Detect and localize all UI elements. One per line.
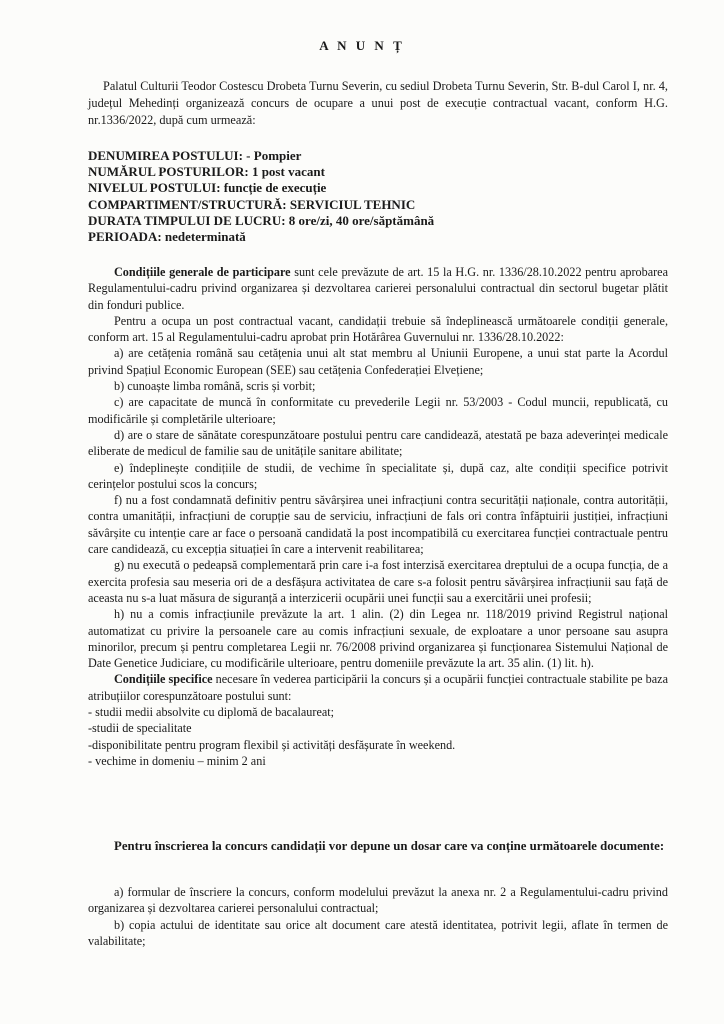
post-department: COMPARTIMENT/STRUCTURĂ: SERVICIUL TEHNIC: [88, 196, 416, 212]
post-work-time: DURATA TIMPULUI DE LUCRU: 8 ore/zi, 40 ore/săptămână: [88, 212, 435, 228]
intro-paragraph: Palatul Culturii Teodor Costescu Drobeta Turnu Severin, cu sediul Drobeta Turnu Severin, Str. B-dul Carol I, nr. 4, județul Mehedinți organizează concurs de ocupare a unui post de execuție contractual vacant, conform H.G. nr.1336/2022, după cum urmează:: [88, 79, 668, 127]
conditions-section: [88, 264, 668, 769]
post-period: PERIOADA: nedeterminată: [88, 229, 246, 245]
general-conditions-label: Condițiile generale de participare: [114, 265, 291, 279]
condition-e: e) îndeplinește condițiile de studii, de vechime în specialitate și, după caz, alte condiții specifice potrivit cerințelor postului scos la concurs;: [88, 460, 668, 491]
condition-g: g) nu execută o pedeapsă complementară prin care i-a fost interzisă exercitarea dreptului de a ocupa funcția, de a exercita profesia sau meseria ori de a desfășura activitatea de care s-a folosit pentru săvârșirea infracțiunii sau față de aceasta nu s-a luat măsura de siguranță a interzicerii ocupării unei funcții sau a exercitării unei profesii;: [88, 558, 668, 605]
specific-conditions-text: necesare în vederea participării la concurs și a ocupării funcției contractuale stabilite pe baza atribuțiilor corespunzătoare postului sunt:: [88, 672, 669, 703]
documents-heading: Pentru înscrierea la concurs candidații vor depune un dosar care va conține următoarele documente:: [114, 839, 665, 853]
document-item-a: a) formular de înscriere la concurs, conform modelului prevăzut la anexa nr. 2 a Regulamentului-cadru privind organizarea și dezvoltarea carierei personalului contractual;: [88, 885, 668, 916]
specific-conditions-list: [88, 704, 668, 769]
condition-h: h) nu a comis infracțiunile prevăzute la art. 1 alin. (2) din Legea nr. 118/2019 privind Registrul național automatizat cu privire la persoanele care au comis infracțiuni sexuale, de exploatare a unor persoane sau asupra minorilor, precum și pentru completarea Legii nr. 76/2008 privind organizarea și funcționarea Sistemului Național de Date Genetice Judiciare, cu modificările ulterioare, pentru domeniile prevăzute la art. 35 alin. (1) lit. h).: [88, 607, 668, 671]
general-conditions-paragraph: [88, 264, 668, 313]
specific-item: -studii de specialitate: [88, 721, 192, 736]
post-details: [88, 148, 668, 245]
post-count: NUMĂRUL POSTURILOR: 1 post vacant: [88, 164, 325, 180]
post-name: DENUMIREA POSTULUI: - Pompier: [88, 148, 302, 163]
specific-conditions-paragraph: [88, 671, 668, 704]
specific-conditions-label: Condițiile specifice: [114, 672, 213, 687]
specific-item: - vechime in domeniu – minim 2 ani: [88, 753, 266, 768]
documents-list: [88, 884, 668, 949]
document-item-b: b) copia actului de identitate sau orice alt document care atestă identitatea, potrivit legii, aflate în termen de valabilitate;: [88, 917, 668, 948]
condition-f: f) nu a fost condamnată definitiv pentru săvârșirea unei infracțiuni contra securității naționale, contra autorității, contra umanității, infracțiuni de corupție sau de serviciu, infracțiuni de fals ori contra înfăptuirii justiției, infracțiuni săvârșite cu intenție care ar face o persoană candidată la post incompatibilă cu exercitarea funcției contractuale pentru care candidează, cu excepția situației în care a intervenit reabilitarea;: [88, 493, 668, 557]
condition-a: a) are cetățenia română sau cetățenia unui alt stat membru al Uniunii Europene, a unui stat parte la Acordul privind Spațiul Economic European (SEE) sau cetățenia Confederației Elvețiene;: [88, 346, 668, 377]
condition-c: c) are capacitate de muncă în conformitate cu prevederile Legii nr. 53/2003 - Codul muncii, republicată, cu modificările și completările ulterioare;: [88, 395, 668, 426]
specific-item: - studii medii absolvite cu diplomă de bacalaureat;: [88, 705, 335, 720]
condition-b: b) cunoaște limba română, scris și vorbit;: [114, 379, 316, 394]
post-level: NIVELUL POSTULUI: funcție de execuție: [88, 180, 327, 196]
specific-item: -disponibilitate pentru program flexibil și activități desfășurate în weekend.: [88, 737, 456, 752]
page-title: A N U N Ț: [319, 38, 405, 53]
condition-d: d) are o stare de sănătate corespunzătoare postului pentru care candidează, atestată pe baza adeverinței medicale eliberate de medicul de familie sau de unitățile sanitare abilitate;: [88, 427, 668, 459]
general-conditions-intro: Pentru a ocupa un post contractual vacant, candidații trebuie să îndeplinească următoarele condiții generale, conform art. 15 al Regulamentului-cadru aprobat prin Hotărârea Guvernului nr. 1336/28.10.2022:: [88, 313, 668, 345]
general-conditions-text: sunt cele prevăzute de art. 15 la H.G. nr. 1336/28.10.2022 pentru aprobarea Regulamentului-cadru privind organizarea și dezvoltarea carierei personalului contractual din sectorul bugetar plătit din fonduri publice.: [88, 265, 668, 312]
